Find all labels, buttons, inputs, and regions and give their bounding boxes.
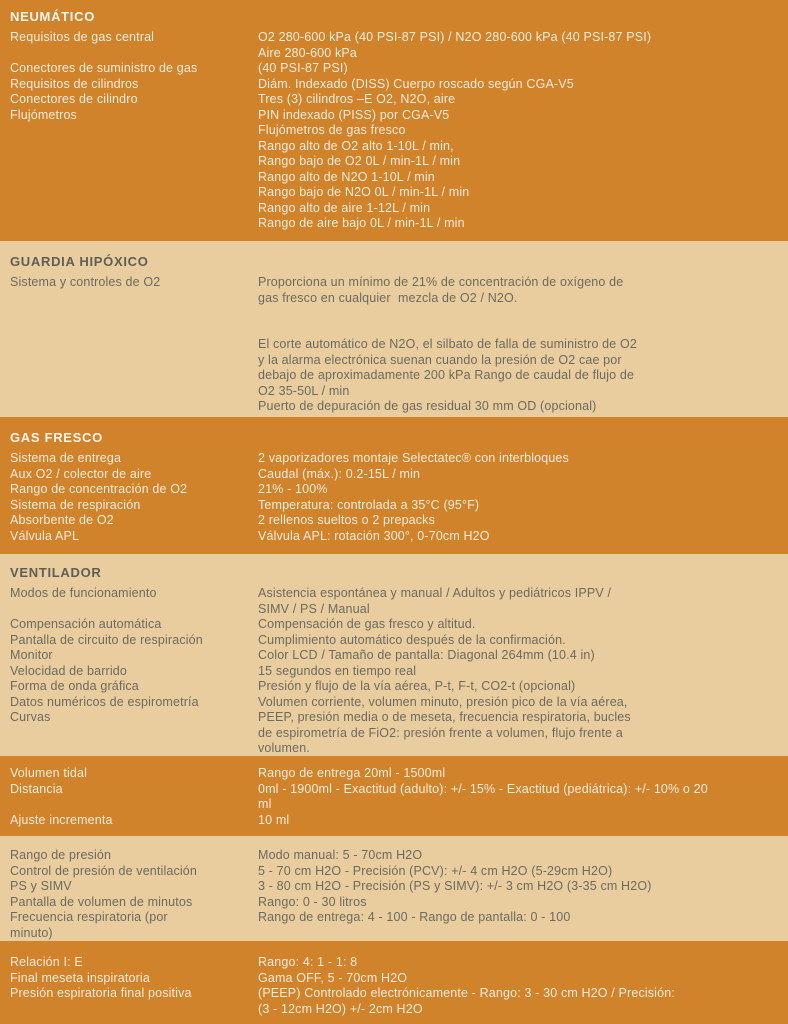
spec-value-line: Válvula APL: rotación 300°, 0-70cm H2O: [258, 528, 490, 543]
spec-columns: [10, 766, 782, 828]
spec-label-line: Absorbente de O2: [10, 513, 114, 527]
spec-label-line: Pantalla de volumen de minutos: [10, 894, 193, 909]
spec-label-line: Frecuencia respiratoria (por: [10, 910, 168, 924]
spec-label-line: Flujómetros: [10, 107, 77, 122]
spec-value-line: Rango bajo de O2 0L / min-1L / min: [258, 154, 461, 168]
spec-value-line: Rango de aire bajo 0L / min-1L / min: [258, 216, 465, 230]
spec-label-line: Sistema y controles de O2: [10, 275, 161, 289]
spec-value-line: de espirometría de FiO2: presión frente a volumen, flujo frente a: [258, 725, 623, 740]
spec-value-column: [258, 30, 782, 232]
spec-value-column: [258, 848, 782, 926]
spec-label-line: Requisitos de cilindros: [10, 76, 139, 91]
spec-value-line: Rango bajo de N2O 0L / min-1L / min: [258, 185, 470, 199]
spec-label-line: Conectores de suministro de gas: [10, 61, 198, 75]
spec-value-line: Tres (3) cilindros –E O2, N2O, aire: [258, 92, 456, 106]
spec-label-line: Rango de presión: [10, 848, 112, 862]
spec-label-line: PS y SIMV: [10, 879, 72, 893]
spec-value-line: 15 segundos en tiempo real: [258, 663, 417, 678]
spec-label-line: Pantalla de circuito de respiración: [10, 632, 203, 647]
section-ventilador: [0, 554, 788, 756]
spec-columns: [10, 586, 782, 756]
spec-value-line: Rango alto de aire 1-12L / min: [258, 200, 431, 215]
spec-label-line: Volumen tidal: [10, 766, 87, 780]
spec-value-line: Presión y flujo de la vía aérea, P-t, F-t, CO2-t (opcional): [258, 679, 576, 693]
spec-value-line: [258, 322, 782, 338]
spec-value-column: [258, 451, 782, 544]
spec-value-line: Aire 280-600 kPa: [258, 45, 357, 60]
spec-label-line: Válvula APL: [10, 528, 80, 543]
section-guardia-hipoxico: [0, 241, 788, 417]
spec-columns: [10, 451, 782, 544]
spec-value-column: [258, 955, 782, 1017]
spec-value-line: O2 280-600 kPa (40 PSI-87 PSI) / N2O 280-600 kPa (40 PSI-87 PSI): [258, 30, 652, 44]
spec-value-column: [258, 766, 782, 828]
spec-value-column: [258, 275, 782, 415]
spec-label-line: Sistema de entrega: [10, 451, 122, 465]
spec-value-line: PIN indexado (PISS) por CGA-V5: [258, 107, 450, 122]
spec-value-line: debajo de aproximadamente 200 kPa Rango de caudal de flujo de: [258, 368, 635, 382]
spec-label-column: [10, 586, 258, 726]
section-volumen-tidal: [0, 756, 788, 836]
spec-label-line: Modos de funcionamiento: [10, 586, 157, 600]
section-relacion-ie: [0, 941, 788, 1024]
spec-value-line: Proporciona un mínimo de 21% de concentración de oxígeno de: [258, 275, 624, 289]
spec-value-line: 2 vaporizadores montaje Selectatec® con interbloques: [258, 451, 569, 465]
spec-value-column: [258, 586, 782, 756]
section-heading-ventilador: VENTILADOR: [10, 565, 102, 580]
spec-label-line: Monitor: [10, 648, 53, 662]
spec-value-line: Compensación de gas fresco y altitud.: [258, 617, 476, 631]
spec-value-line: [258, 306, 782, 322]
spec-label-line: Conectores de cilindro: [10, 92, 138, 106]
spec-value-line: Rango: 4: 1 - 1: 8: [258, 955, 358, 969]
section-heading-neumatico: NEUMÁTICO: [10, 9, 96, 24]
spec-label-line: Ajuste incrementa: [10, 812, 113, 827]
spec-label-line: Aux O2 / colector de aire: [10, 466, 152, 481]
spec-label-line: [10, 797, 258, 813]
section-neumatico: [0, 0, 788, 241]
section-gas-fresco: [0, 417, 788, 554]
spec-value-line: Temperatura: controlada a 35°C (95°F): [258, 497, 480, 512]
spec-label-line: Relación I: E: [10, 955, 83, 969]
spec-value-line: Color LCD / Tamaño de pantalla: Diagonal 264mm (10.4 in): [258, 648, 595, 662]
spec-value-line: Asistencia espontánea y manual / Adultos y pediátricos IPPV /: [258, 586, 612, 600]
spec-label-column: [10, 451, 258, 544]
spec-value-line: (3 - 12cm H2O) +/- 2cm H2O: [258, 1001, 423, 1016]
spec-value-line: Cumplimiento automático después de la confirmación.: [258, 632, 566, 647]
spec-value-line: Modo manual: 5 - 70cm H2O: [258, 848, 423, 862]
spec-label-line: Presión espiratoria final positiva: [10, 986, 192, 1000]
spec-value-line: El corte automático de N2O, el silbato de falla de suministro de O2: [258, 337, 637, 351]
spec-value-line: Caudal (máx.): 0.2-15L / min: [258, 466, 421, 481]
spec-value-line: Rango alto de O2 alto 1-10L / min,: [258, 138, 454, 153]
spec-label-line: Final meseta inspiratoria: [10, 970, 150, 985]
spec-value-line: gas fresco en cualquier mezcla de O2 / N2O.: [258, 290, 518, 305]
spec-value-line: (40 PSI-87 PSI): [258, 61, 348, 75]
spec-label-column: [10, 275, 258, 291]
spec-label-line: Requisitos de gas central: [10, 30, 155, 44]
spec-value-line: 5 - 70 cm H2O - Precisión (PCV): +/- 4 cm H2O (5-29cm H2O): [258, 863, 613, 878]
spec-value-line: 21% - 100%: [258, 482, 328, 496]
spec-value-line: Volumen corriente, volumen minuto, presión pico de la vía aérea,: [258, 694, 628, 709]
spec-label-line: Compensación automática: [10, 617, 162, 631]
section-heading-guardia-hipoxico: GUARDIA HIPÓXICO: [10, 254, 149, 269]
spec-label-line: Velocidad de barrido: [10, 663, 127, 678]
spec-value-line: y la alarma electrónica suenan cuando la presión de O2 cae por: [258, 352, 622, 367]
spec-label-column: [10, 30, 258, 123]
spec-columns: [10, 955, 782, 1017]
spec-label-column: [10, 766, 258, 828]
spec-value-line: (PEEP) Controlado electrónicamente - Rango: 3 - 30 cm H2O / Precisión:: [258, 986, 675, 1000]
spec-label-line: minuto): [10, 925, 53, 940]
spec-value-line: Puerto de depuración de gas residual 30 mm OD (opcional): [258, 399, 597, 413]
spec-value-line: 2 rellenos sueltos o 2 prepacks: [258, 513, 435, 527]
spec-value-line: Rango de entrega: 4 - 100 - Rango de pantalla: 0 - 100: [258, 910, 571, 924]
spec-label-line: Distancia: [10, 781, 63, 796]
spec-value-line: volumen.: [258, 741, 310, 755]
spec-label-column: [10, 955, 258, 1002]
spec-value-line: Diám. Indexado (DISS) Cuerpo roscado según CGA-V5: [258, 76, 574, 91]
spec-label-line: Sistema de respiración: [10, 497, 141, 512]
section-heading-gas-fresco: GAS FRESCO: [10, 430, 103, 445]
spec-value-line: PEEP, presión media o de meseta, frecuencia respiratoria, bucles: [258, 710, 631, 724]
spec-label-line: Forma de onda gráfica: [10, 679, 139, 693]
spec-label-line: Datos numéricos de espirometría: [10, 694, 199, 709]
spec-label-column: [10, 848, 258, 941]
spec-value-line: 3 - 80 cm H2O - Precisión (PS y SIMV): +/- 3 cm H2O (3-35 cm H2O): [258, 879, 652, 893]
spec-value-line: ml: [258, 797, 272, 811]
spec-value-line: 0ml - 1900ml - Exactitud (adulto): +/- 15% - Exactitud (pediátrica): +/- 10% o 20: [258, 781, 708, 796]
spec-value-line: Flujómetros de gas fresco: [258, 123, 406, 137]
spec-value-line: Rango de entrega 20ml - 1500ml: [258, 766, 446, 780]
spec-label-line: Control de presión de ventilación: [10, 863, 198, 878]
section-rango-presion: [0, 836, 788, 941]
spec-label-line: Curvas: [10, 710, 51, 724]
spec-label-line: [10, 602, 258, 618]
spec-value-line: Rango: 0 - 30 litros: [258, 894, 367, 909]
spec-value-line: 10 ml: [258, 812, 290, 827]
spec-value-line: O2 35-50L / min: [258, 383, 350, 398]
spec-columns: [10, 30, 782, 232]
spec-label-line: [10, 46, 258, 62]
spec-value-line: SIMV / PS / Manual: [258, 601, 370, 616]
spec-columns: [10, 848, 782, 941]
spec-value-line: Gama OFF, 5 - 70cm H2O: [258, 970, 408, 985]
spec-value-line: Rango alto de N2O 1-10L / min: [258, 169, 435, 184]
spec-label-line: Rango de concentración de O2: [10, 482, 188, 496]
spec-columns: [10, 275, 782, 415]
